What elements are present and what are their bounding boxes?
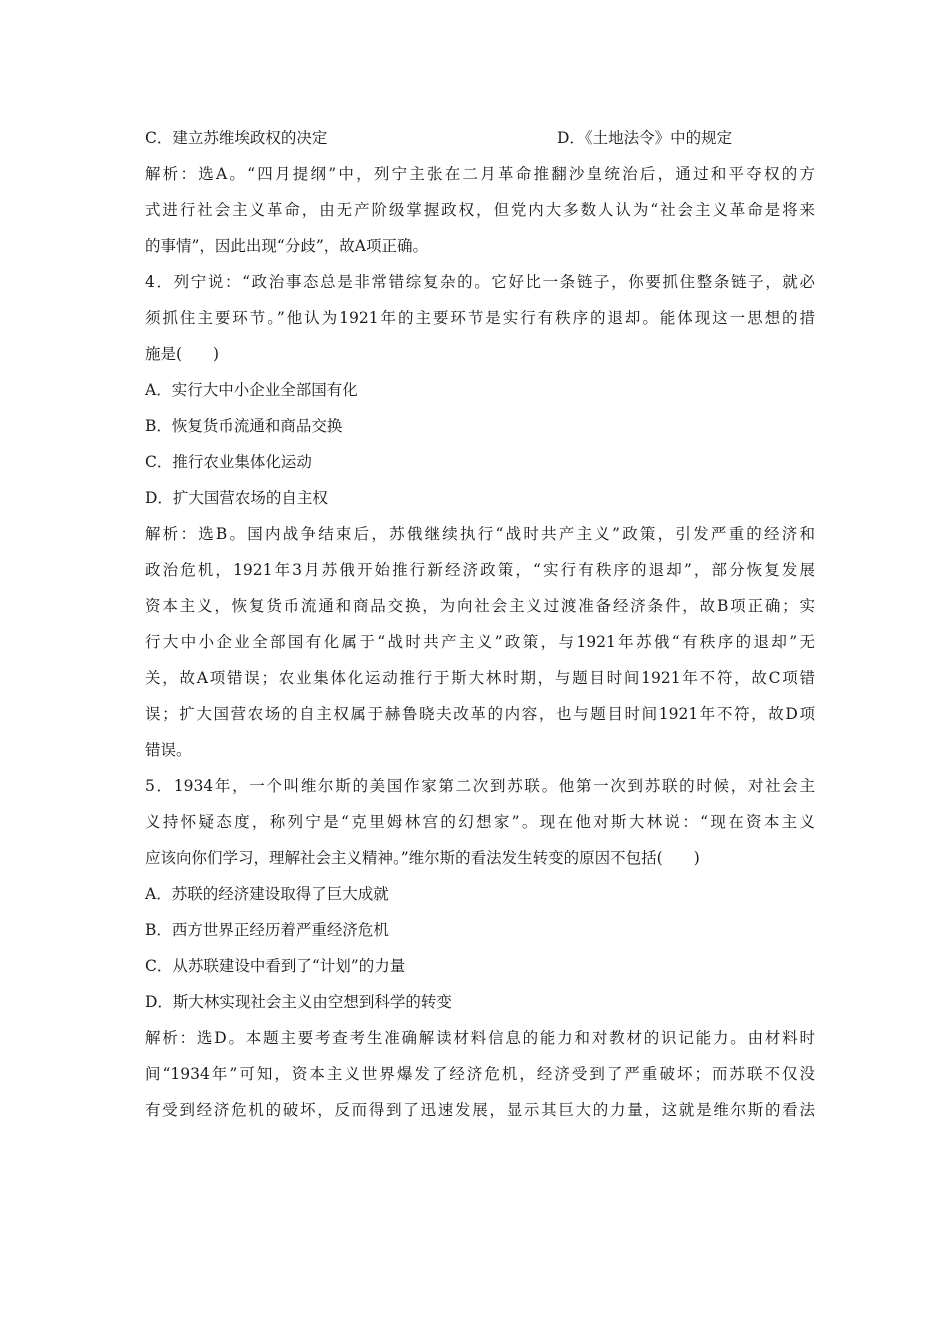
q5-stem-line: 义持怀疑态度，称列宁是“克里姆林宫的幻想家”。现在他对斯大林说：“现在资本主义 [145,813,815,831]
q5-option-b: B．西方世界正经历着严重经济危机 [145,921,389,939]
q5-option-c: C．从苏联建设中看到了“计划”的力量 [145,957,406,975]
q4-stem-line: 施是( ) [145,345,220,363]
q4-stem-line: 须抓住主要环节。”他认为1921年的主要环节是实行有秩序的退却。能体现这一思想的措 [145,309,815,327]
q4-stem-line: 4．列宁说：“政治事态总是非常错综复杂的。它好比一条链子，你要抓住整条链子，就必 [145,273,815,291]
q5-option-a: A．苏联的经济建设取得了巨大成就 [145,885,389,903]
q3-options-row [145,128,815,148]
q4-option-b: B．恢复货币流通和商品交换 [145,417,343,435]
q4-analysis-line: 资本主义，恢复货币流通和商品交换，为向社会主义过渡准备经济条件，故B项正确；实 [145,597,815,615]
q4-analysis-line: 解析：选B。国内战争结束后，苏俄继续执行“战时共产主义”政策，引发严重的经济和 [145,525,815,543]
q4-analysis-line: 误；扩大国营农场的自主权属于赫鲁晓夫改革的内容，也与题目时间1921年不符，故D项 [145,705,815,723]
q5-analysis-line: 间“1934年”可知，资本主义世界爆发了经济危机，经济受到了严重破坏；而苏联不仅没 [145,1065,815,1083]
q3-analysis-line: 式进行社会主义革命，由无产阶级掌握政权，但党内大多数人认为“社会主义革命是将来 [145,201,815,219]
q5-stem-line: 5．1934年，一个叫维尔斯的美国作家第二次到苏联。他第一次到苏联的时候，对社会主 [145,777,815,795]
q4-analysis-line: 错误。 [145,741,192,759]
q3-option-c: C．建立苏维埃政权的决定 [145,129,328,147]
q4-analysis-line: 政治危机，1921年3月苏俄开始推行新经济政策，“实行有秩序的退却”，部分恢复发展 [145,561,815,579]
q5-option-d: D．斯大林实现社会主义由空想到科学的转变 [145,993,452,1011]
q4-option-c: C．推行农业集体化运动 [145,453,312,471]
q4-analysis-line: 关，故A项错误；农业集体化运动推行于斯大林时期，与题目时间1921年不符，故C项错 [145,669,815,687]
q3-analysis-line: 的事情”，因此出现“分歧”，故A项正确。 [145,237,428,255]
q4-analysis-line: 行大中小企业全部国有化属于“战时共产主义”政策，与1921年苏俄“有秩序的退却”无 [145,633,815,651]
q4-option-a: A．实行大中小企业全部国有化 [145,381,358,399]
q4-option-d: D．扩大国营农场的自主权 [145,489,328,507]
q5-stem-line: 应该向你们学习，理解社会主义精神。”维尔斯的看法发生转变的原因不包括( ) [145,849,700,867]
q5-analysis-line: 有受到经济危机的破坏，反而得到了迅速发展，显示其巨大的力量，这就是维尔斯的看法 [145,1101,815,1119]
q3-option-d: D．《土地法令》中的规定 [557,129,733,147]
q3-analysis-line: 解析：选A。“四月提纲”中，列宁主张在二月革命推翻沙皇统治后，通过和平夺权的方 [145,165,815,183]
q5-analysis-line: 解析：选D。本题主要考查考生准确解读材料信息的能力和对教材的识记能力。由材料时 [145,1029,815,1047]
